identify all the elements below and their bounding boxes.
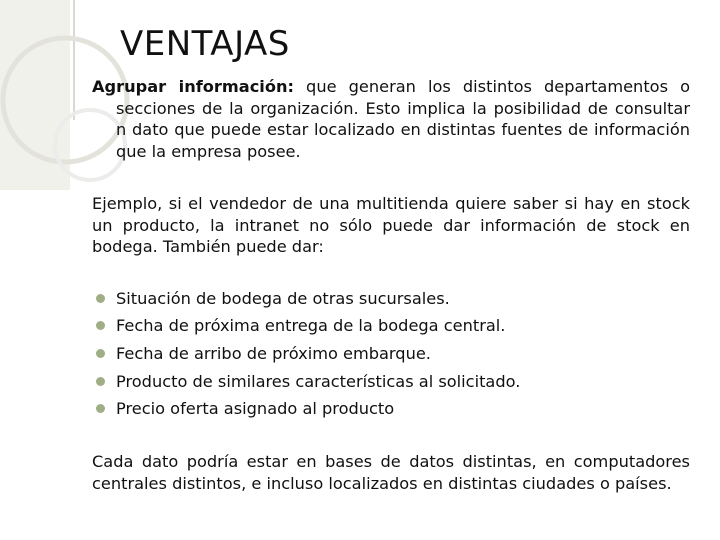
paragraph-cada-dato: Cada dato podría estar en bases de datos distintas, en computadores centrales distintos, e incluso localizados en distintas ciudades o países. [92,452,690,493]
list-item [92,340,690,368]
bullet-icon [96,404,105,413]
bullet-icon [96,377,105,386]
bullet-icon [96,349,105,358]
list-item-text: Producto de similares características al solicitado. [116,371,521,391]
paragraph-body: que generan los distintos departamentos o secciones de la organización. Esto implica la posibilidad de consultar n dato que puede estar localizado en distintas fuentes de información que la empresa posee. [116,77,690,161]
slide-content [92,76,690,494]
list-item [92,395,690,423]
list-item-text: Fecha de arribo de próximo embarque. [116,343,431,363]
slide-title: VENTAJAS [120,24,290,64]
list-item [92,312,690,340]
list-item [92,368,690,396]
list-item-text: Fecha de próxima entrega de la bodega central. [116,316,506,336]
paragraph-lead: Agrupar información: [92,77,294,96]
list-item-text: Precio oferta asignado al producto [116,399,395,419]
paragraph-agrupar [92,76,690,162]
list-item-text: Situación de bodega de otras sucursales. [116,288,450,308]
bullet-list [92,285,690,424]
bullet-icon [96,294,105,303]
paragraph-ejemplo: Ejemplo, si el vendedor de una multitienda quiere saber si hay en stock un producto, la intranet no sólo puede dar información de stock en bodega. También puede dar: [92,194,690,256]
list-item [92,285,690,313]
left-panel-shade [0,0,70,190]
bullet-icon [96,321,105,330]
